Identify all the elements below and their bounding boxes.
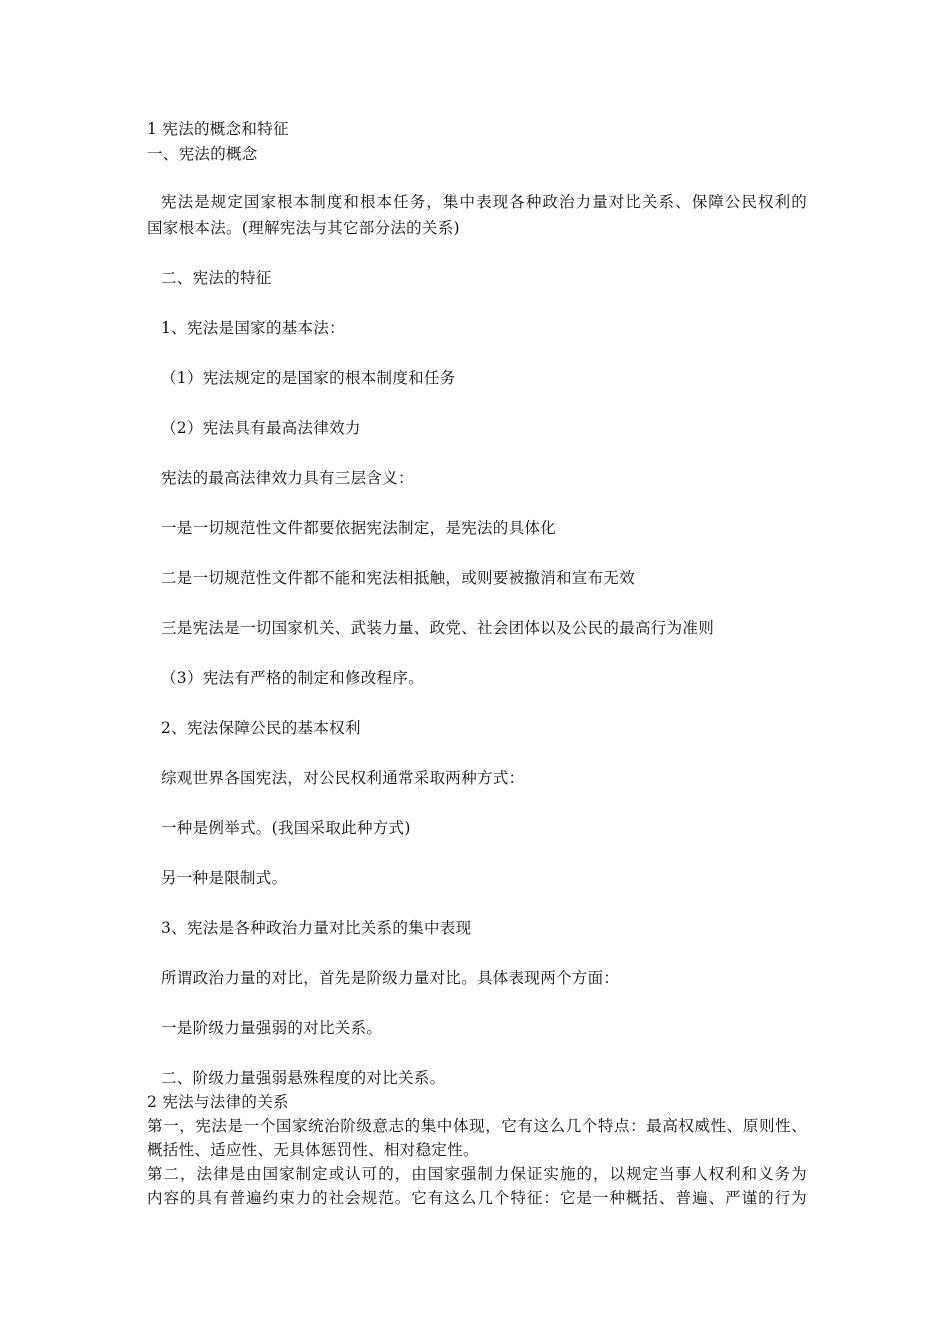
- feature-3-aspect-b: 二、阶级力量强弱悬殊程度的对比关系。: [161, 1069, 446, 1087]
- meaning-3: 三是宪法是一切国家机关、武装力量、政党、社会团体以及公民的最高行为准则: [161, 619, 715, 637]
- feature-3-aspect-a: 一是阶级力量强弱的对比关系。: [161, 1019, 383, 1037]
- feature-2-heading: 2、宪法保障公民的基本权利: [161, 719, 361, 737]
- feature-1-point-1: （1）宪法规定的是国家的根本制度和任务: [161, 369, 456, 387]
- feature-2-method-b: 另一种是限制式。: [161, 869, 288, 887]
- feature-3-note: 所谓政治力量的对比，首先是阶级力量对比。具体表现两个方面：: [161, 969, 620, 987]
- feature-1-point-2: （2）宪法具有最高法律效力: [161, 419, 361, 437]
- concept-heading: 一、宪法的概念: [147, 145, 258, 163]
- section2-para2-line1: 第二，法律是由国家制定或认可的，由国家强制力保证实施的，以规定当事人权利和义务为: [147, 1165, 807, 1183]
- section2-title: 2 宪法与法律的关系: [147, 1093, 289, 1111]
- meaning-1: 一是一切规范性文件都要依据宪法制定，是宪法的具体化: [161, 519, 557, 537]
- meaning-2: 二是一切规范性文件都不能和宪法相抵触，或则要被撤消和宣布无效: [161, 569, 636, 587]
- section2-para1-line1: 第一，宪法是一个国家统治阶级意志的集中体现，它有这么几个特点：最高权威性、原则性、: [147, 1117, 807, 1135]
- feature-3-heading: 3、宪法是各种政治力量对比关系的集中表现: [161, 919, 472, 937]
- feature-1-heading: 1、宪法是国家的基本法：: [161, 319, 345, 337]
- section1-title: 1 宪法的概念和特征: [147, 120, 289, 138]
- feature-2-note: 综观世界各国宪法，对公民权利通常采取两种方式：: [161, 769, 525, 787]
- definition-line-1: 宪法是规定国家根本制度和根本任务，集中表现各种政治力量对比关系、保障公民权利的: [161, 193, 807, 211]
- section2-para1-line2: 概括性、适应性、无具体惩罚性、相对稳定性。: [147, 1141, 479, 1159]
- feature-2-method-a: 一种是例举式。(我国采取此种方式): [161, 819, 411, 837]
- definition-line-2: 国家根本法。(理解宪法与其它部分法的关系): [147, 219, 460, 237]
- feature-1-point-3: （3）宪法有严格的制定和修改程序。: [161, 669, 424, 687]
- features-heading: 二、宪法的特征: [161, 269, 272, 287]
- supreme-effect-note: 宪法的最高法律效力具有三层含义：: [161, 469, 414, 487]
- section2-para2-line2: 内容的具有普遍约束力的社会规范。它有这么几个特征：它是一种概括、普遍、严谨的行为: [147, 1189, 807, 1207]
